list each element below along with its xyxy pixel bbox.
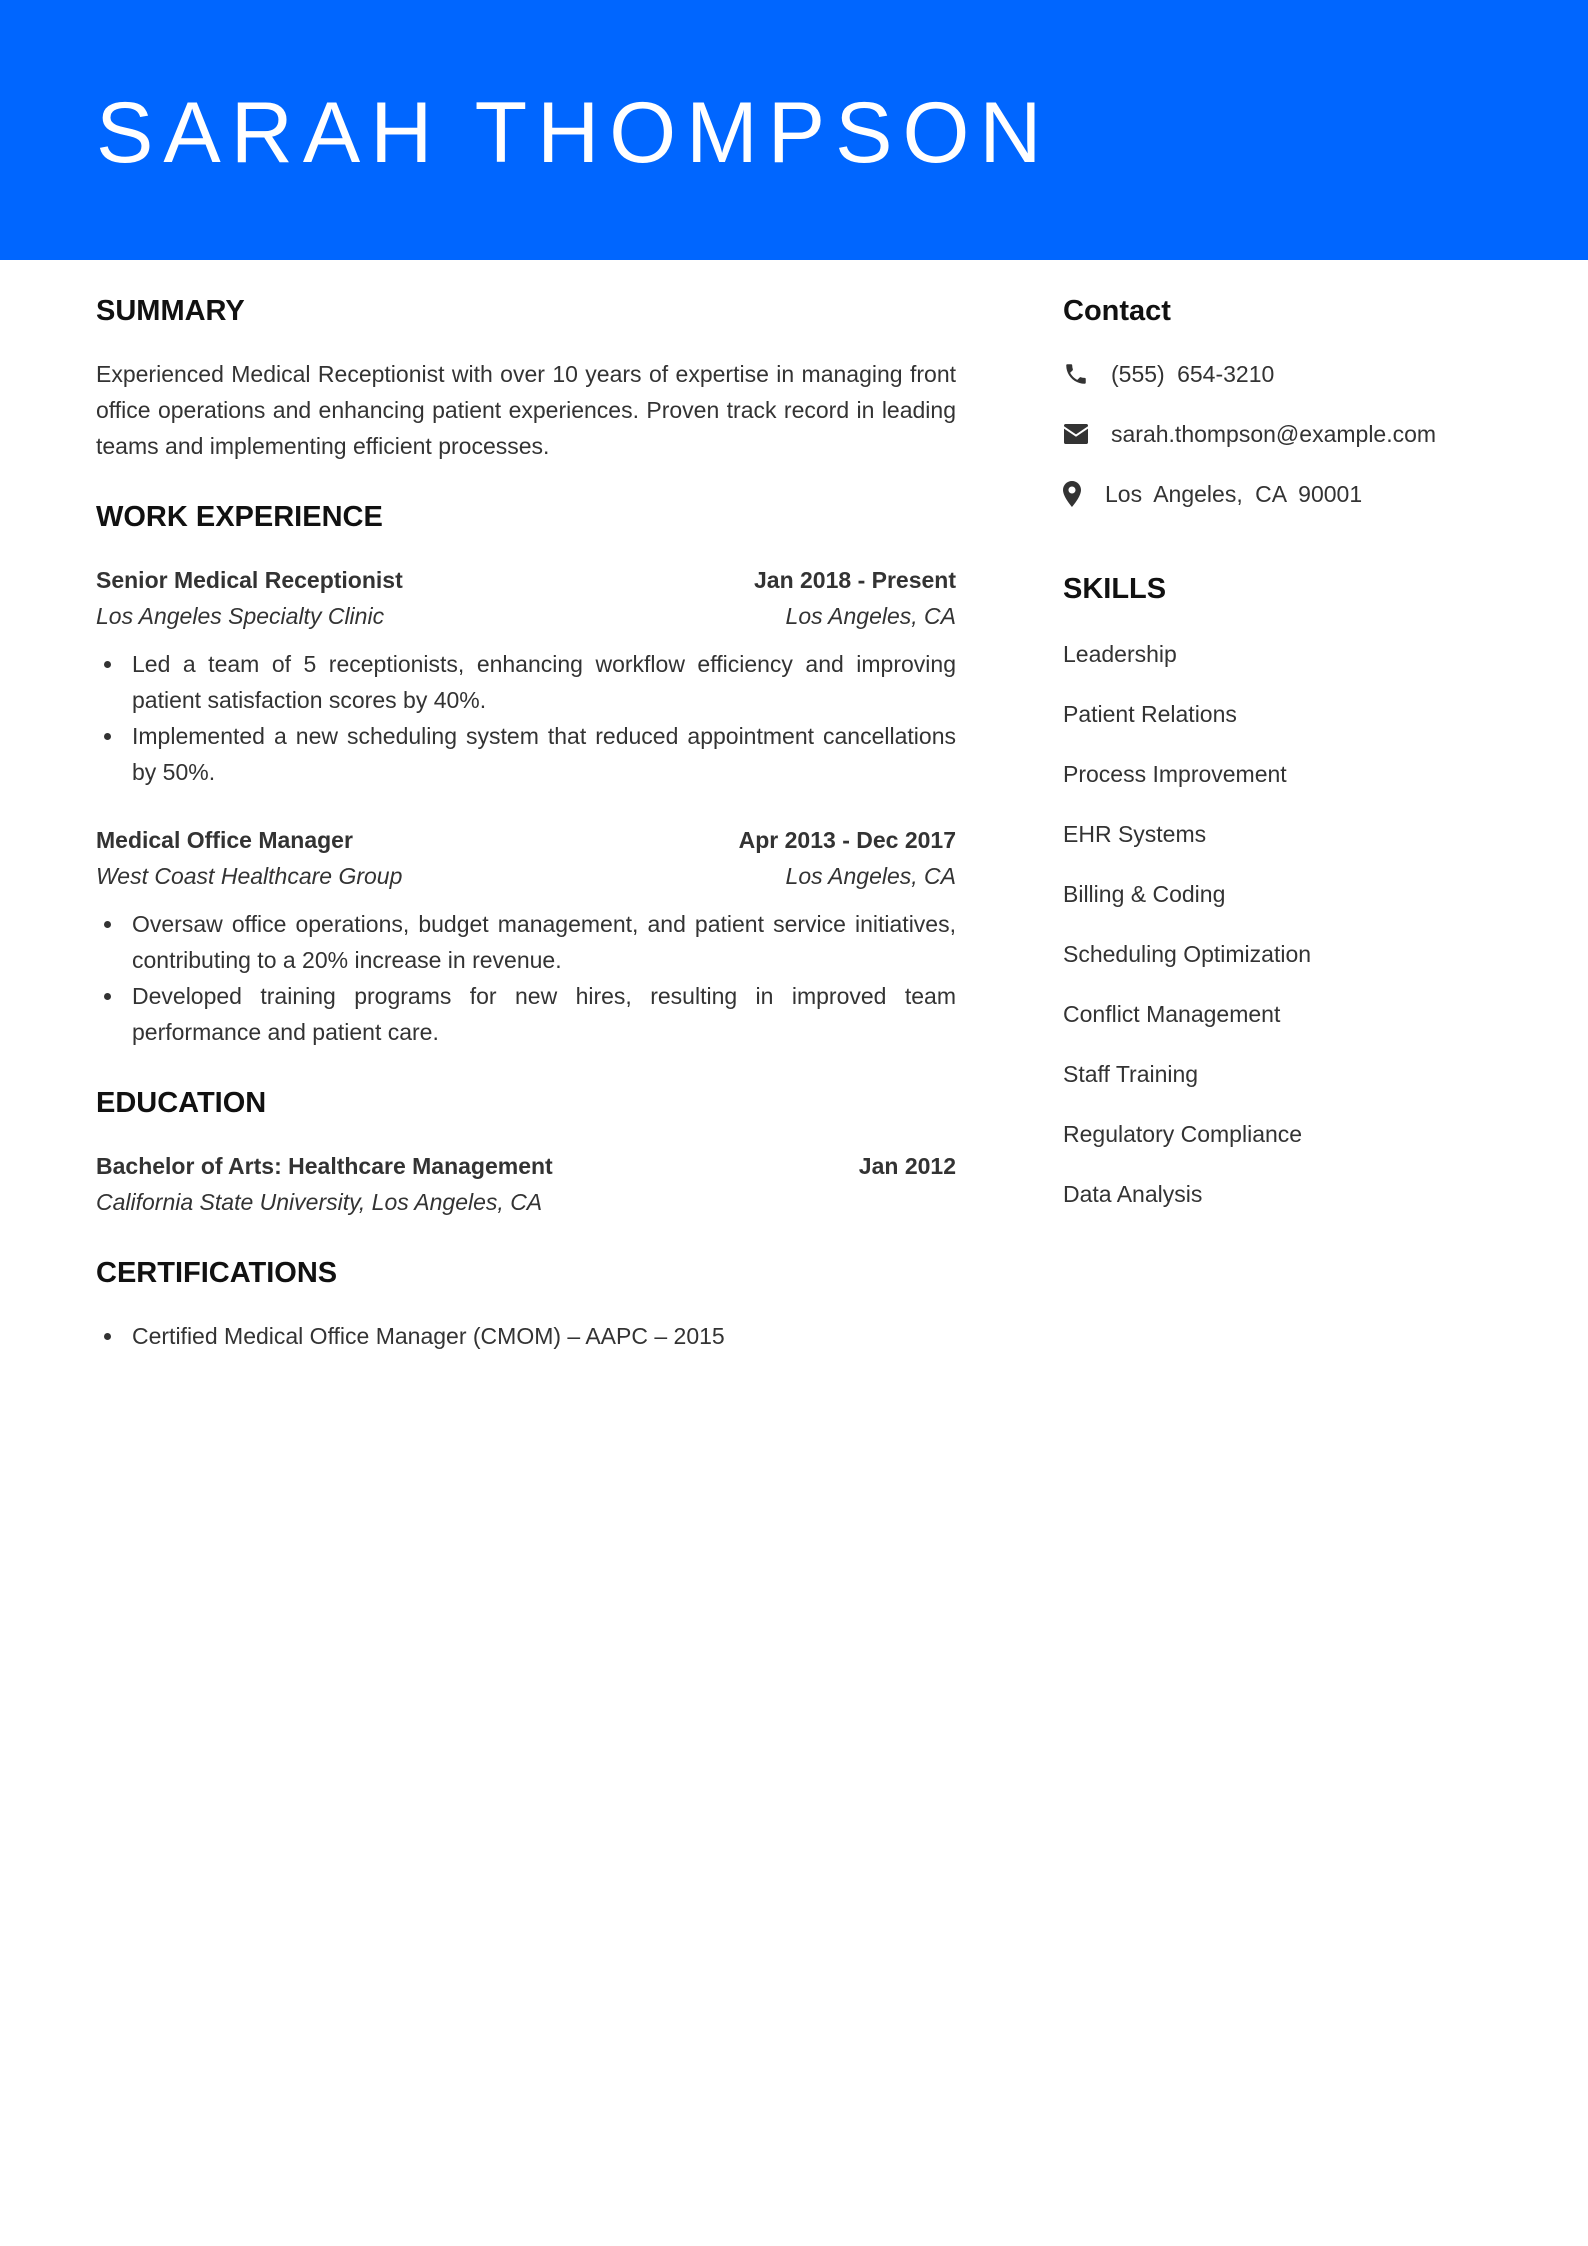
main-column: [96, 290, 956, 1354]
skills-heading: SKILLS: [1063, 573, 1167, 605]
contact-heading: Contact: [1063, 295, 1171, 327]
skill-item: Process Improvement: [1063, 761, 1287, 787]
location-text: Los Angeles, CA 90001: [1105, 481, 1363, 507]
envelope-icon: [1063, 420, 1093, 448]
summary-heading: SUMMARY: [96, 295, 245, 327]
education-date: Jan 2012: [858, 1153, 956, 1179]
job-bullets: [96, 646, 956, 790]
school: California State University, Los Angeles, CA: [96, 1189, 543, 1215]
skill-item: Patient Relations: [1063, 701, 1237, 727]
skill-item: EHR Systems: [1063, 821, 1207, 847]
candidate-name: SARAH THOMPSON: [96, 85, 1052, 181]
skill-item: Data Analysis: [1063, 1181, 1203, 1207]
phone-icon: [1063, 360, 1093, 388]
summary-section: [96, 290, 956, 464]
certifications-heading: CERTIFICATIONS: [96, 1257, 338, 1289]
phone-number: (555) 654-3210: [1111, 361, 1275, 387]
job-bullet: Developed training programs for new hires, resulting in improved team performance and patient care.: [96, 978, 956, 1050]
education-entry: [96, 1148, 956, 1220]
map-pin-icon: [1063, 480, 1087, 508]
job-entry: [96, 562, 956, 790]
work-experience-heading: WORK EXPERIENCE: [96, 501, 383, 533]
contact-email: [1063, 416, 1533, 452]
summary-text: Experienced Medical Receptionist with over 10 years of expertise in managing front office operations and enhancing patient experiences. Proven track record in leading teams and implementing efficient processes.: [96, 361, 956, 459]
job-bullet: Oversaw office operations, budget management, and patient service initiatives, contributing to a 20% increase in revenue.: [96, 906, 956, 978]
skill-item: Staff Training: [1063, 1061, 1199, 1087]
job-company: Los Angeles Specialty Clinic: [96, 603, 385, 629]
skill-item: Scheduling Optimization: [1063, 941, 1312, 967]
job-entry: [96, 822, 956, 1050]
email-address: sarah.thompson@example.com: [1111, 421, 1437, 447]
certifications-section: [96, 1252, 956, 1354]
job-dates: Apr 2013 - Dec 2017: [738, 827, 956, 853]
job-bullets: [96, 906, 956, 1050]
degree: Bachelor of Arts: Healthcare Management: [96, 1153, 553, 1179]
job-title: Senior Medical Receptionist: [96, 567, 403, 593]
skill-item: Regulatory Compliance: [1063, 1121, 1303, 1147]
education-heading: EDUCATION: [96, 1087, 267, 1119]
job-location: Los Angeles, CA: [785, 603, 956, 629]
skill-item: Leadership: [1063, 641, 1177, 667]
job-bullet: Led a team of 5 receptionists, enhancing workflow efficiency and improving patient satisfaction scores by 40%.: [96, 646, 956, 718]
contact-phone: [1063, 356, 1533, 392]
contact-section: [1063, 290, 1533, 512]
skill-item: Conflict Management: [1063, 1001, 1281, 1027]
certification-item: Certified Medical Office Manager (CMOM) – AAPC – 2015: [96, 1318, 956, 1354]
work-experience-section: [96, 496, 956, 1050]
header-banner: [0, 0, 1588, 260]
job-location: Los Angeles, CA: [785, 863, 956, 889]
job-bullet: Implemented a new scheduling system that reduced appointment cancellations by 50%.: [96, 718, 956, 790]
sidebar-column: [1063, 290, 1533, 1236]
skills-section: [1063, 568, 1533, 1236]
contact-location: [1063, 476, 1533, 512]
skills-list: [1063, 636, 1533, 1236]
job-title: Medical Office Manager: [96, 827, 353, 853]
skill-item: Billing & Coding: [1063, 881, 1226, 907]
job-company: West Coast Healthcare Group: [96, 863, 403, 889]
job-dates: Jan 2018 - Present: [753, 567, 956, 593]
certification-list: [96, 1318, 956, 1354]
education-section: [96, 1082, 956, 1220]
